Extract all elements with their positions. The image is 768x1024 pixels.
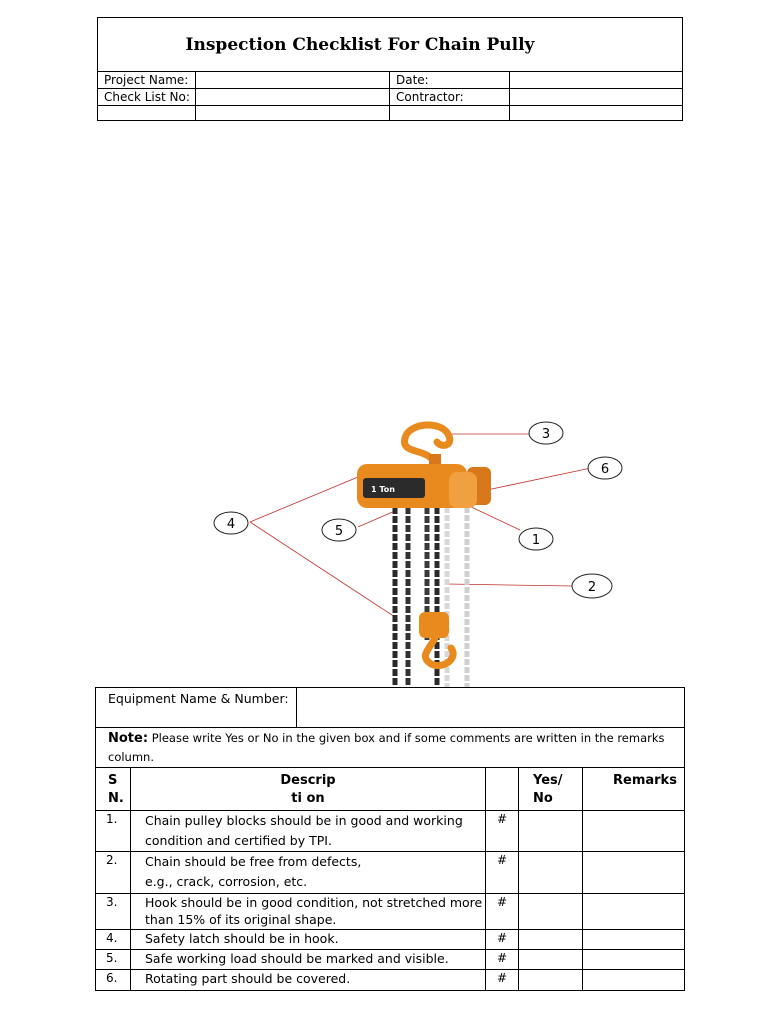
remarks-field[interactable] [583,894,684,929]
blank-cell[interactable] [196,106,390,121]
yes-no-field[interactable] [519,811,583,851]
checklist-table [95,687,685,991]
table-row [96,930,684,950]
blank-cell[interactable] [98,106,196,121]
callout-3 [529,422,563,444]
check-list-no-field[interactable] [196,89,390,105]
callout-4 [214,512,248,534]
row-mark: # [486,930,519,949]
top-hook [405,425,450,468]
note-row [96,728,684,768]
remarks-field[interactable] [583,852,684,893]
column-header-yes-no [519,768,583,810]
check-list-no-label: Check List No: [98,89,196,105]
row-mark: # [486,950,519,969]
row-mark: # [486,894,519,929]
callout-3-label: 3 [541,427,551,442]
contractor-label: Contractor: [390,89,510,105]
table-row [96,950,684,970]
contractor-field[interactable] [510,89,684,105]
column-header-row [96,768,684,811]
table-row [96,970,684,990]
row-description: Rotating part should be covered. [131,970,486,990]
remarks-field[interactable] [583,811,684,851]
row-description: Hook should be in good condition, not stretched more than 15% of its original shape. [131,894,486,929]
callout-5 [322,519,356,541]
blank-cell[interactable] [390,106,510,121]
row-mark: # [486,811,519,851]
date-field[interactable] [510,72,684,88]
callout-leader-lines [250,434,591,617]
row-description: Chain should be free from defects, e.g., crack, corrosion, etc. [131,852,486,893]
header-row-checklist [98,89,682,106]
column-header-description [131,768,486,810]
column-header-mark [486,768,519,810]
column-header-yes-no-text: Yes/ No [533,773,563,806]
callout-2 [572,574,612,598]
equipment-name-field[interactable] [297,688,684,727]
callout-2-label: 2 [587,580,597,595]
yes-no-field[interactable] [519,950,583,969]
equipment-name-label: Equipment Name & Number: [96,688,297,727]
row-sn: 2. [96,852,131,893]
column-header-sn: S N. [96,768,131,810]
remarks-field[interactable] [583,970,684,990]
row-sn: 3. [96,894,131,929]
callout-6-label: 6 [600,462,610,477]
note-label: Note: [108,731,149,746]
capacity-plate-text: 1 Ton [371,485,395,494]
header-table [97,17,683,121]
row-description: Safety latch should be in hook. [131,930,486,949]
remarks-field[interactable] [583,930,684,949]
project-name-field[interactable] [196,72,390,88]
hoist-body [357,464,491,508]
yes-no-field[interactable] [519,970,583,990]
yes-no-field[interactable] [519,930,583,949]
callout-4-label: 4 [226,517,236,532]
row-mark: # [486,852,519,893]
document-title: Inspection Checklist For Chain Pully [98,18,682,72]
chain-hoist-diagram [205,412,635,687]
callout-1-label: 1 [531,533,541,548]
row-sn: 4. [96,930,131,949]
row-sn: 5. [96,950,131,969]
callout-5-label: 5 [334,524,344,539]
blank-cell[interactable] [510,106,684,121]
table-row [96,852,684,894]
row-description: Chain pulley blocks should be in good and working condition and certified by TPI. [131,811,486,851]
note-body: Please write Yes or No in the given box and if some comments are written in the remarks column. [108,731,665,764]
row-description: Safe working load should be marked and visible. [131,950,486,969]
row-sn: 6. [96,970,131,990]
callout-1 [519,528,553,550]
header-row-project [98,72,682,89]
callout-6 [588,457,622,479]
project-name-label: Project Name: [98,72,196,88]
table-row [96,811,684,852]
column-header-remarks: Remarks [613,773,677,788]
yes-no-field[interactable] [519,852,583,893]
date-label: Date: [390,72,510,88]
row-mark: # [486,970,519,990]
remarks-field[interactable] [583,950,684,969]
yes-no-field[interactable] [519,894,583,929]
note-text [96,728,684,767]
equipment-row [96,688,684,728]
column-header-description-text: Descripti on [280,773,336,806]
row-sn: 1. [96,811,131,851]
header-row-blank [98,106,682,121]
table-row [96,894,684,930]
